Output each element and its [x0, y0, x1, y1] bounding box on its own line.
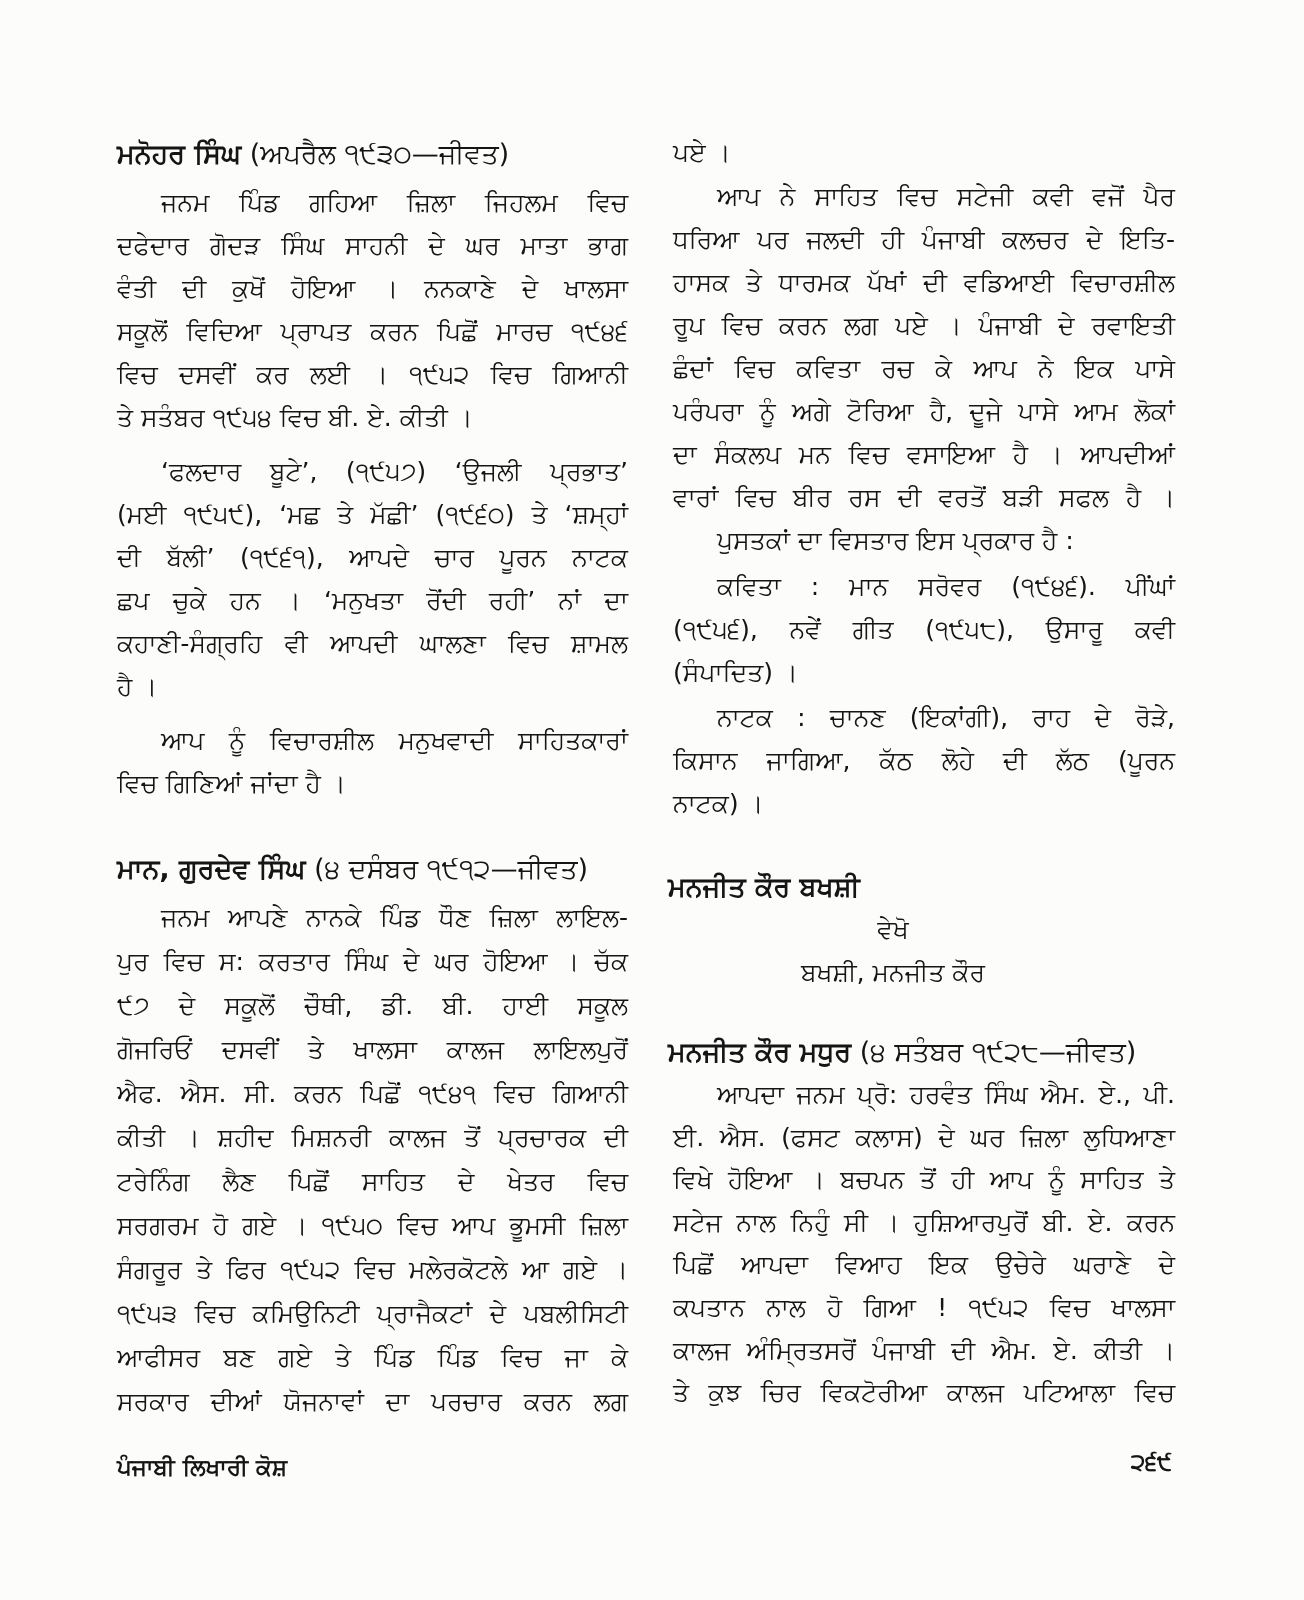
entry-dates: (੪ ਸਤੰਬਰ ੧੯੨੮—ਜੀਵਤ) — [859, 1037, 1137, 1068]
text-line: (ਮਈ ੧੯੫੯), ‘ਮਛ ਤੇ ਮੱਛੀ’ (੧੯੬੦) ਤੇ ‘ਸ਼ਮ੍ਹਾਂ — [117, 500, 628, 529]
text-line: ‘ਫਲਦਾਰ ਬੂਟੇ’, (੧੯੫੭) ‘ਉਜਲੀ ਪ੍ਰਭਾਤ’ — [161, 457, 628, 486]
text-line: ਪੁਰ ਵਿਚ ਸ: ਕਰਤਾਰ ਸਿੰਘ ਦੇ ਘਰ ਹੋਇਆ । ਚੱਕ — [117, 947, 628, 976]
text-line: ਵਾਰਾਂ ਵਿਚ ਬੀਰ ਰਸ ਦੀ ਵਰਤੋਂ ਬੜੀ ਸਫਲ ਹੈ । — [673, 483, 1175, 512]
entry-heading — [668, 866, 860, 910]
text-line: ਹੈ । — [117, 672, 158, 701]
see-also-target: ਬਖਸ਼ੀ, ਮਨਜੀਤ ਕੌਰ — [801, 958, 985, 987]
entry-dates: (ਅਪਰੈਲ ੧੯੩੦—ਜੀਵਤ) — [249, 139, 510, 170]
text-line: ਪਏ । — [673, 138, 731, 167]
paragraph — [673, 175, 1175, 519]
entry-name: ਮਾਨ, ਗੁਰਦੇਵ ਸਿੰਘ — [117, 854, 306, 885]
entry-name: ਮਨਜੀਤ ਕੌਰ ਮਧੁਰ — [668, 1037, 852, 1068]
paragraph-continuation — [673, 131, 1175, 174]
entry-name: ਮਨਜੀਤ ਕੌਰ ਬਖਸ਼ੀ — [668, 872, 860, 903]
text-line: ਧਰਿਆ ਪਰ ਜਲਦੀ ਹੀ ਪੰਜਾਬੀ ਕਲਚਰ ਦੇ ਇਤਿ- — [673, 225, 1175, 254]
text-line: ਟਰੇਨਿੰਗ ਲੈਣ ਪਿਛੋਂ ਸਾਹਿਤ ਦੇ ਖੇਤਰ ਵਿਚ — [117, 1167, 628, 1196]
entry-dates: (੪ ਦਸੰਬਰ ੧੯੧੨—ਜੀਵਤ) — [314, 854, 589, 885]
text-line: ਪਿਛੋਂ ਆਪਦਾ ਵਿਆਹ ਇਕ ਉਚੇਰੇ ਘਰਾਣੇ ਦੇ — [673, 1250, 1175, 1280]
text-line: ਕਹਾਣੀ-ਸੰਗ੍ਰਹਿ ਵੀ ਆਪਦੀ ਘਾਲਣਾ ਵਿਚ ਸ਼ਾਮਲ — [117, 629, 628, 658]
paragraph — [117, 450, 628, 708]
entry-name: ਮਨੋਹਰ ਸਿੰਘ — [117, 139, 242, 170]
text-line: ਆਪ ਨੇ ਸਾਹਿਤ ਵਿਚ ਸਟੇਜੀ ਕਵੀ ਵਜੋਂ ਪੈਰ — [717, 182, 1175, 211]
text-line: ਜਨਮ ਪਿੰਡ ਗਹਿਆ ਜ਼ਿਲਾ ਜਿਹਲਮ ਵਿਚ — [161, 188, 628, 217]
text-line: ਨਾਟਕ) । — [673, 789, 764, 818]
text-line: ਹਾਸਕ ਤੇ ਧਾਰਮਕ ਪੱਖਾਂ ਦੀ ਵਡਿਆਈ ਵਿਚਾਰਸ਼ੀਲ — [673, 268, 1175, 297]
paragraph — [673, 1074, 1175, 1415]
entry-heading — [117, 848, 628, 892]
page-number: ੨੬੯ — [1130, 1450, 1172, 1476]
text-line: ਦਫੇਦਾਰ ਗੋਦੜ ਸਿੰਘ ਸਾਹਨੀ ਦੇ ਘਰ ਮਾਤਾ ਭਾਗ — [117, 231, 628, 260]
text-line: ਸਕੂਲੋਂ ਵਿਦਿਆ ਪ੍ਰਾਪਤ ਕਰਨ ਪਿਛੋਂ ਮਾਰਚ ੧੯੪੬ — [117, 317, 628, 346]
see-also — [673, 908, 1113, 994]
text-line: ਨਾਟਕ : ਚਾਨਣ (ਇਕਾਂਗੀ), ਰਾਹ ਦੇ ਰੋੜੇ, — [717, 703, 1175, 732]
footer-title: ਪੰਜਾਬੀ ਲਿਖਾਰੀ ਕੋਸ਼ — [117, 1455, 288, 1481]
paragraph — [117, 719, 628, 805]
text-line: ਪਰੰਪਰਾ ਨੂੰ ਅਗੇ ਟੋਰਿਆ ਹੈ, ਦੂਜੇ ਪਾਸੇ ਆਮ ਲੋਕਾਂ — [673, 397, 1175, 426]
text-line: ੯੭ ਦੇ ਸਕੂਲੋਂ ਚੌਥੀ, ਡੀ. ਬੀ. ਹਾਈ ਸਕੂਲ — [117, 991, 628, 1020]
text-line: ਕਿਸਾਨ ਜਾਗਿਆ, ਕੱਠ ਲੋਹੇ ਦੀ ਲੱਠ (ਪੂਰਨ — [673, 746, 1175, 775]
text-line: ਰੂਪ ਵਿਚ ਕਰਨ ਲਗ ਪਏ । ਪੰਜਾਬੀ ਦੇ ਰਵਾਇਤੀ — [673, 311, 1175, 340]
paragraph — [117, 896, 628, 1424]
text-line: ਛਪ ਚੁਕੇ ਹਨ । ‘ਮਨੁਖਤਾ ਰੋਂਦੀ ਰਹੀ’ ਨਾਂ ਦਾ — [117, 586, 628, 615]
text-line: ਗੋਜਰਿਓਂ ਦਸਵੀਂ ਤੇ ਖਾਲਸਾ ਕਾਲਜ ਲਾਇਲਪੁਰੋਂ — [117, 1035, 628, 1064]
book-list-plays — [673, 696, 1175, 825]
text-line: ਸਰਗਰਮ ਹੋ ਗਏ । ੧੯੫੦ ਵਿਚ ਆਪ ਭੂਮਸੀ ਜ਼ਿਲਾ — [117, 1211, 628, 1240]
text-line: ਈ. ਐਸ. (ਫਸਟ ਕਲਾਸ) ਦੇ ਘਰ ਜ਼ਿਲਾ ਲੁਧਿਆਣਾ — [673, 1122, 1175, 1152]
text-line: ਦੀ ਬੱਲੀ’ (੧੯੬੧), ਆਪਦੇ ਚਾਰ ਪੂਰਨ ਨਾਟਕ — [117, 543, 628, 572]
text-line: ਸਟੇਜ ਨਾਲ ਨਿਹੁੰ ਸੀ । ਹੁਸ਼ਿਆਰਪੁਰੋਂ ਬੀ. ਏ. ਕਰਨ — [673, 1207, 1175, 1237]
text-line: ਵੰਤੀ ਦੀ ਕੁਖੋਂ ਹੋਇਆ । ਨਨਕਾਣੇ ਦੇ ਖਾਲਸਾ — [117, 274, 628, 303]
entry-heading — [668, 1031, 1136, 1075]
text-line: ੧੯੫੩ ਵਿਚ ਕਮਿਉਨਿਟੀ ਪ੍ਰਾਜੈਕਟਾਂ ਦੇ ਪਬਲੀਸਿਟੀ — [117, 1299, 628, 1328]
text-line: ਕਪਤਾਨ ਨਾਲ ਹੋ ਗਿਆ ! ੧੯੫੨ ਵਿਚ ਖਾਲਸਾ — [673, 1292, 1175, 1322]
text-line: ਆਪਦਾ ਜਨਮ ਪ੍ਰੋ: ਹਰਵੰਤ ਸਿੰਘ ਐਮ. ਏ., ਪੀ. — [717, 1080, 1175, 1109]
entry-heading — [117, 133, 628, 177]
text-line: ਸਰਕਾਰ ਦੀਆਂ ਯੋਜਨਾਵਾਂ ਦਾ ਪਰਚਾਰ ਕਰਨ ਲਗ — [117, 1387, 628, 1416]
text-line: ਵਿਚ ਦਸਵੀਂ ਕਰ ਲਈ । ੧੯੫੨ ਵਿਚ ਗਿਆਨੀ — [117, 360, 628, 389]
text-line: ਤੇ ਸਤੰਬਰ ੧੯੫੪ ਵਿਚ ਬੀ. ਏ. ਕੀਤੀ । — [117, 403, 473, 432]
text-line: ਆਫੀਸਰ ਬਣ ਗਏ ਤੇ ਪਿੰਡ ਪਿੰਡ ਵਿਚ ਜਾ ਕੇ — [117, 1343, 628, 1372]
paragraph — [117, 181, 628, 439]
book-list-poetry — [673, 565, 1175, 694]
text-line: ਵਿਚ ਗਿਣਿਆਂ ਜਾਂਦਾ ਹੈ । — [117, 769, 346, 798]
text-line: (੧੯੫੬), ਨਵੇਂ ਗੀਤ (੧੯੫੮), ਉਸਾਰੂ ਕਵੀ — [673, 615, 1175, 644]
see-also-label: ਵੇਖੋ — [877, 915, 909, 944]
text-line: ਆਪ ਨੂੰ ਵਿਚਾਰਸ਼ੀਲ ਮਨੁਖਵਾਦੀ ਸਾਹਿਤਕਾਰਾਂ — [161, 726, 628, 755]
text-line: ਦਾ ਸੰਕਲਪ ਮਨ ਵਿਚ ਵਸਾਇਆ ਹੈ । ਆਪਦੀਆਂ — [673, 440, 1175, 469]
text-line: ਐਫ. ਐਸ. ਸੀ. ਕਰਨ ਪਿਛੋਂ ੧੯੪੧ ਵਿਚ ਗਿਆਨੀ — [117, 1079, 628, 1108]
text-line: ਤੇ ਕੁਝ ਚਿਰ ਵਿਕਟੋਰੀਆ ਕਾਲਜ ਪਟਿਆਲਾ ਵਿਚ — [673, 1378, 1175, 1408]
text-line: ਕੀਤੀ । ਸ਼ਹੀਦ ਮਿਸ਼ਨਰੀ ਕਾਲਜ ਤੋਂ ਪ੍ਰਚਾਰਕ ਦੀ — [117, 1123, 628, 1152]
text-line: ਛੰਦਾਂ ਵਿਚ ਕਵਿਤਾ ਰਚ ਕੇ ਆਪ ਨੇ ਇਕ ਪਾਸੇ — [673, 354, 1175, 383]
text-line: ਵਿਖੇ ਹੋਇਆ । ਬਚਪਨ ਤੋਂ ਹੀ ਆਪ ਨੂੰ ਸਾਹਿਤ ਤੇ — [673, 1165, 1175, 1195]
text-line: ਪੁਸਤਕਾਂ ਦਾ ਵਿਸਤਾਰ ਇਸ ਪ੍ਰਕਾਰ ਹੈ : — [717, 526, 1074, 555]
text-line: ਜਨਮ ਆਪਣੇ ਨਾਨਕੇ ਪਿੰਡ ਧੌਣ ਜ਼ਿਲਾ ਲਾਇਲ- — [161, 903, 628, 932]
text-line: (ਸੰਪਾਦਿਤ) । — [673, 658, 798, 687]
paragraph — [673, 519, 1175, 562]
text-line: ਕਵਿਤਾ : ਮਾਨ ਸਰੋਵਰ (੧੯੪੬). ਪੀਂਘਾਂ — [717, 572, 1175, 601]
text-line: ਕਾਲਜ ਅੰਮ੍ਰਿਤਸਰੋਂ ਪੰਜਾਬੀ ਦੀ ਐਮ. ਏ. ਕੀਤੀ । — [673, 1335, 1175, 1365]
text-line: ਸੰਗਰੂਰ ਤੇ ਫਿਰ ੧੯੫੨ ਵਿਚ ਮਲੇਰਕੋਟਲੇ ਆ ਗਏ । — [117, 1255, 628, 1284]
